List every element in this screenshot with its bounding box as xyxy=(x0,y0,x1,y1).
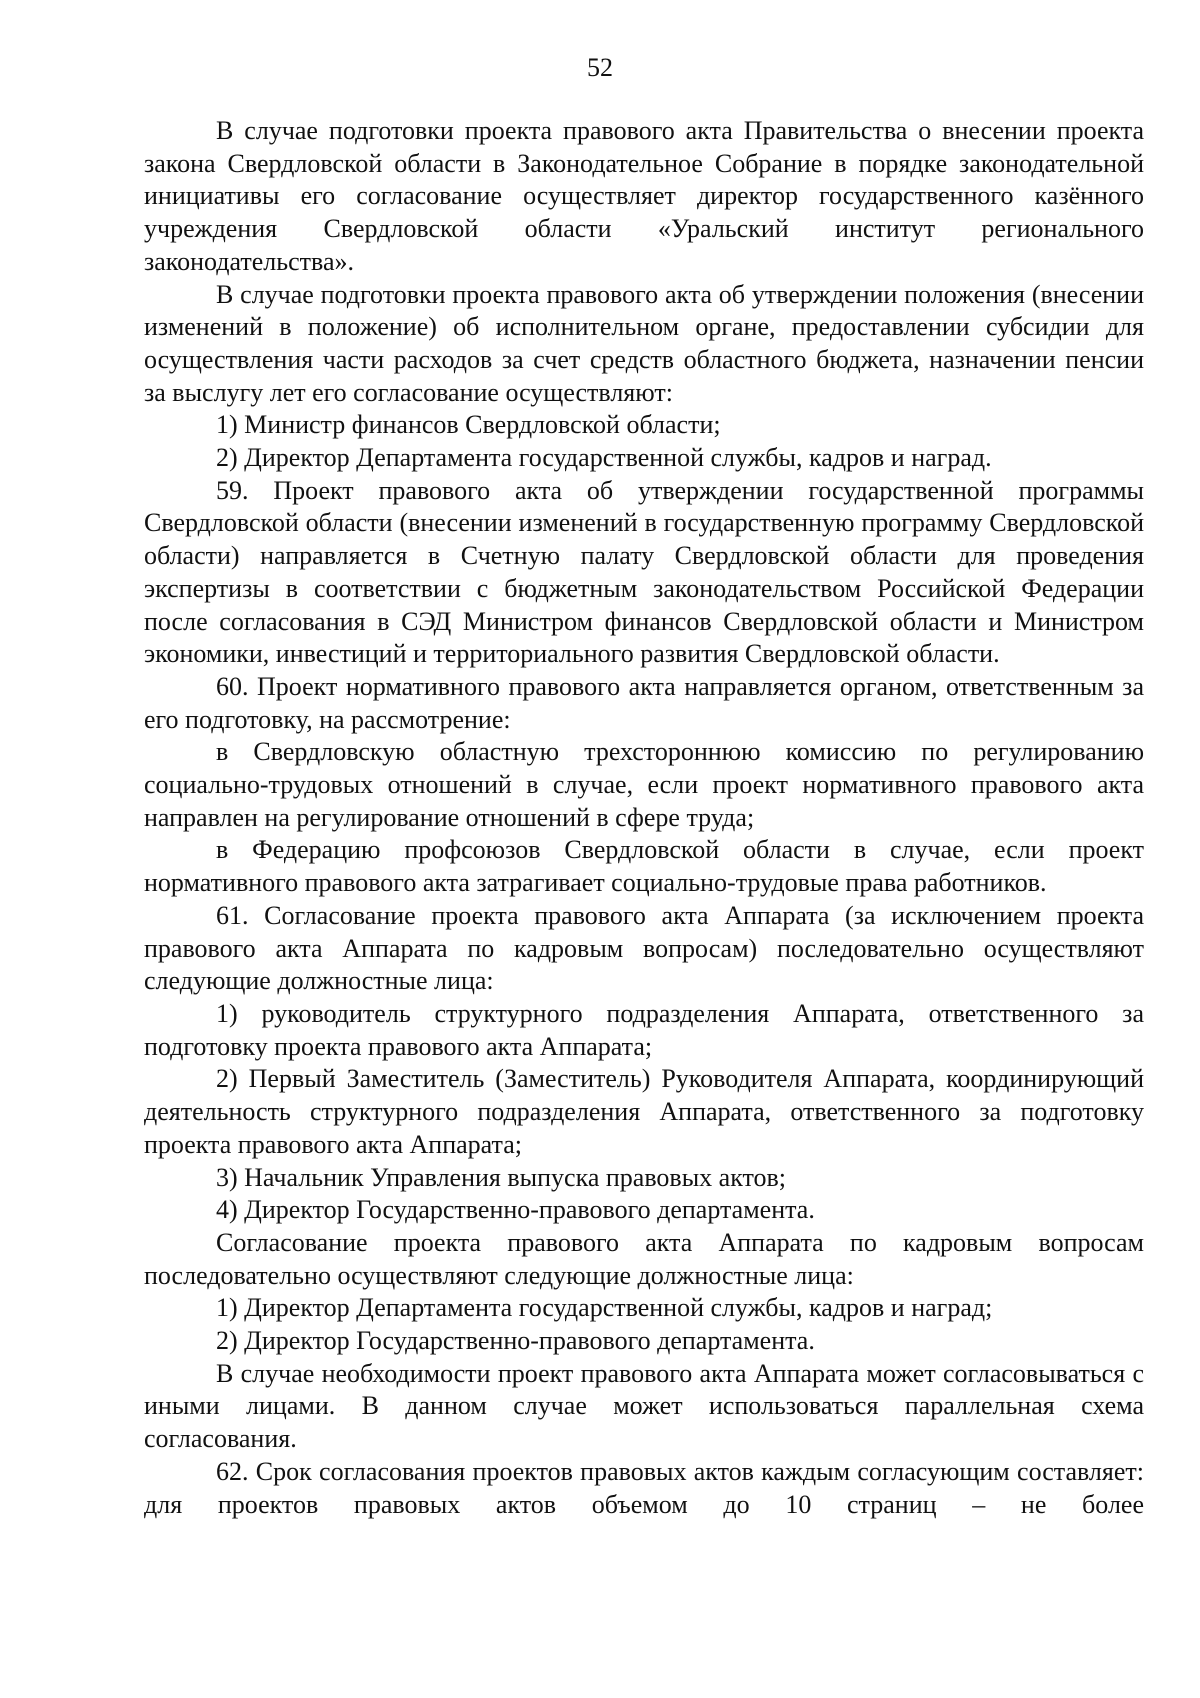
paragraph: В случае подготовки проекта правового акта Правительства о внесении проекта закона Свердловской области в Законодательное Собрание в порядке законодательной инициативы его согласование осуществляет директор государственного казённого учреждения Свердловской области «Уральский институт регионального законодательства». xyxy=(144,116,1144,276)
page-number: 52 xyxy=(587,53,613,82)
list-item: 2) Первый Заместитель (Заместитель) Руководителя Аппарата, координирующий деятельность структурного подразделения Аппарата, ответственного за подготовку проекта правового акта Аппарата; xyxy=(144,1064,1144,1159)
list-item: 2) Директор Государственно-правового департамента. xyxy=(216,1326,815,1356)
paragraph-clause-60: 60. Проект нормативного правового акта направляется органом, ответственным за его подготовку, на рассмотрение: xyxy=(144,671,1144,734)
paragraph: в Свердловскую областную трехстороннюю комиссию по регулированию социально-трудовых отношений в случае, если проект нормативного правового акта направлен на регулирование отношений в сфере труда; xyxy=(144,737,1144,832)
paragraph: Согласование проекта правового акта Аппарата по кадровым вопросам последовательно осуществляют следующие должностные лица: xyxy=(144,1227,1144,1290)
list-item: 3) Начальник Управления выпуска правовых актов; xyxy=(216,1162,787,1192)
paragraph-clause-59: 59. Проект правового акта об утверждении государственной программы Свердловской области (внесении изменений в государственную программу Свердловской области) направляется в Счетную палату Свердловской области для проведения экспертизы в соответствии с бюджетным законодательством Российской Федерации после согласования в СЭД Министром финансов Свердловской области и Министром экономики, инвестиций и территориального развития Свердловской области. xyxy=(144,475,1144,669)
document-body xyxy=(144,115,1144,1521)
list-item: 4) Директор Государственно-правового департамента. xyxy=(216,1195,815,1225)
paragraph-clause-61: 61. Согласование проекта правового акта Аппарата (за исключением проекта правового акта Аппарата по кадровым вопросам) последовательно осуществляют следующие должностные лица: xyxy=(144,900,1144,996)
list-item: 2) Директор Департамента государственной службы, кадров и наград. xyxy=(216,443,992,473)
paragraph: В случае необходимости проект правового акта Аппарата может согласовываться с иными лицами. В данном случае может использоваться параллельная схема согласования. xyxy=(144,1358,1144,1454)
paragraph: В случае подготовки проекта правового акта об утверждении положения (внесении изменений в положение) об исполнительном органе, предоставлении субсидии для осуществления части расходов за счет средств областного бюджета, назначении пенсии за выслугу лет его согласование осуществляют: xyxy=(144,279,1144,407)
list-item: 1) Директор Департамента государственной службы, кадров и наград; xyxy=(216,1293,993,1323)
list-item: 1) руководитель структурного подразделения Аппарата, ответственного за подготовку проекта правового акта Аппарата; xyxy=(144,998,1144,1061)
paragraph-clause-62: 62. Срок согласования проектов правовых актов каждым согласующим составляет: для проектов правовых актов объемом до 10 страниц – не более xyxy=(144,1456,1144,1519)
list-item: 1) Министр финансов Свердловской области; xyxy=(216,410,721,440)
paragraph: в Федерацию профсоюзов Свердловской области в случае, если проект нормативного правового акта затрагивает социально-трудовые права работников. xyxy=(144,835,1144,898)
